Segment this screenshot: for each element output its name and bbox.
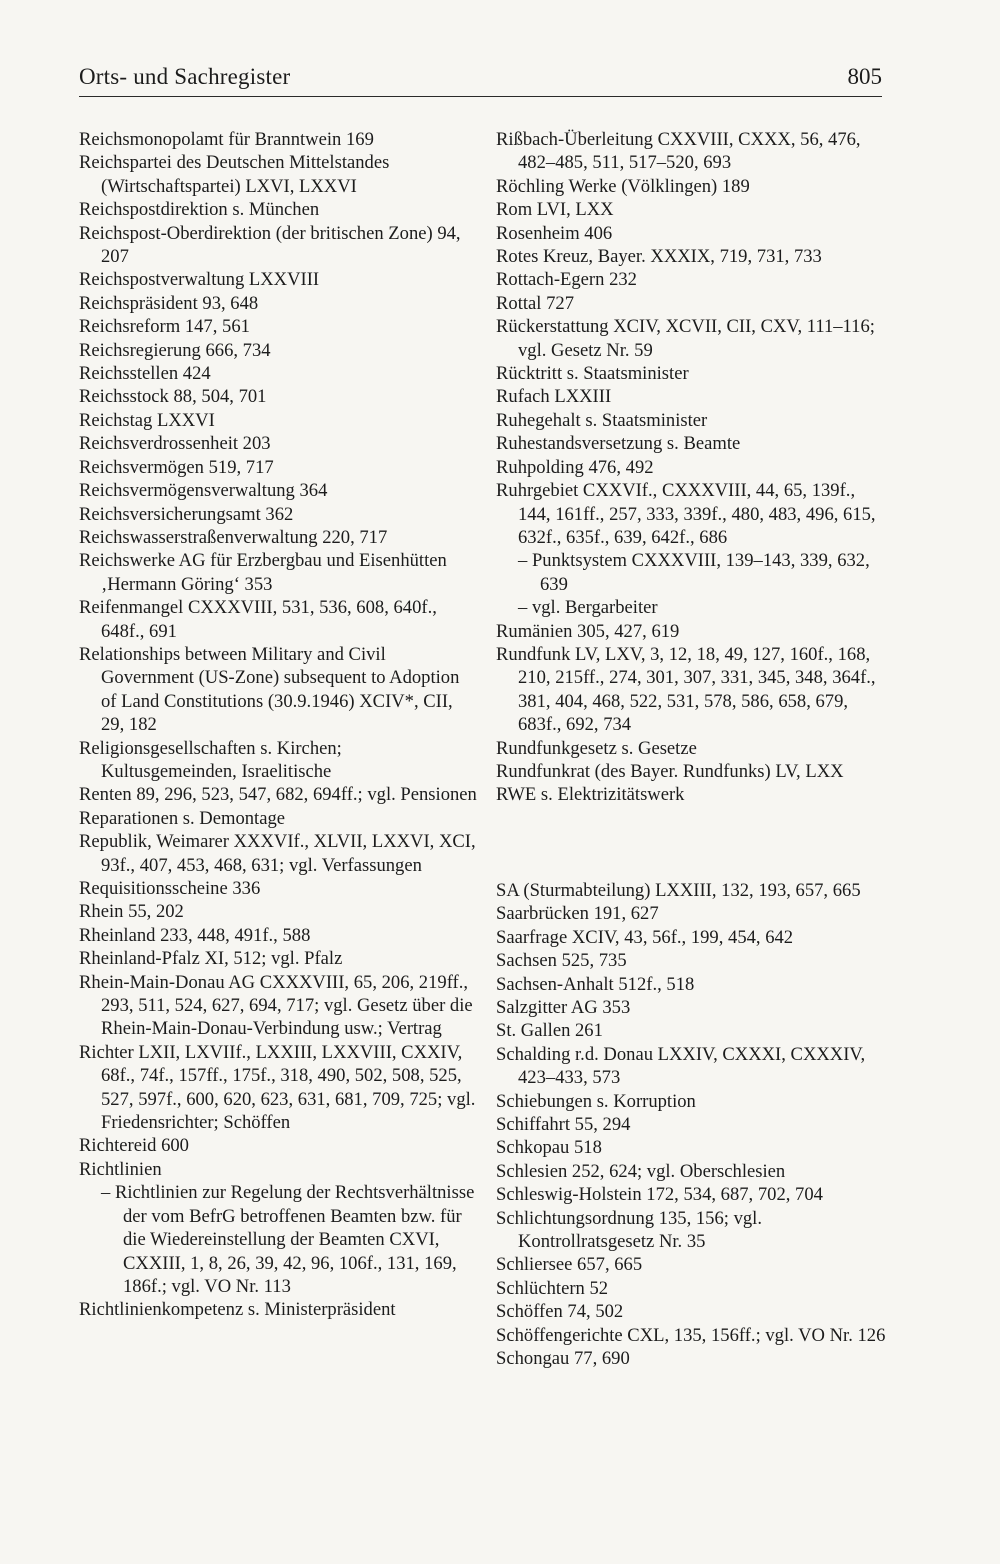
index-entry: Reichsstellen 424: [79, 363, 211, 385]
running-head: [79, 62, 882, 97]
index-entry: Schöffen 74, 502: [496, 1301, 624, 1323]
index-entry: Reichsvermögensverwaltung 364: [79, 480, 328, 502]
index-entry: Ruhestandsversetzung s. Beamte: [496, 433, 741, 455]
index-column-left: [79, 128, 479, 1322]
page-title: Orts- und Sachregister: [79, 64, 291, 89]
index-entry: Reichsmonopolamt für Branntwein 169: [79, 129, 374, 150]
index-entry: – Punktsystem CXXXVIII, 139–143, 339, 632, 639: [518, 550, 870, 595]
index-entry: Rißbach-Überleitung CXXVIII, CXXX, 56, 476, 482–485, 511, 517–520, 693: [496, 129, 861, 174]
index-entry: Schliersee 657, 665: [496, 1254, 643, 1276]
index-entry: Salzgitter AG 353: [496, 997, 631, 1018]
index-entry: – vgl. Bergarbeiter: [518, 597, 658, 619]
index-entry: Reparationen s. Demontage: [79, 807, 286, 829]
index-entry: Röchling Werke (Völklingen) 189: [496, 175, 750, 197]
index-entry: Richter LXII, LXVIIf., LXXIII, LXXVIII, CXXIV, 68f., 74f., 157ff., 175f., 318, 490, 502, 508, 525, 527, 597f., 600, 620, 623, 631, 681, 709, 725; vgl. Friedensrichter; Schöffen: [79, 1041, 476, 1134]
index-entry: Schlichtungsordnung 135, 156; vgl. Kontrollratsgesetz Nr. 35: [496, 1207, 762, 1253]
index-entry: Rückerstattung XCIV, XCVII, CII, CXV, 111–116; vgl. Gesetz Nr. 59: [496, 316, 875, 361]
index-entry: Reichsversicherungsamt 362: [79, 503, 294, 525]
index-entry: Richtereid 600: [79, 1135, 189, 1157]
index-entry: Rundfunkgesetz s. Gesetze: [496, 737, 697, 759]
index-entry: Reichspartei des Deutschen Mittelstandes (Wirtschaftspartei) LXVI, LXXVI: [79, 152, 390, 197]
index-entry: Schalding r.d. Donau LXXIV, CXXXI, CXXXIV, 423–433, 573: [496, 1043, 866, 1089]
index-entry: Reichswerke AG für Erzbergbau und Eisenhütten ‚Hermann Göring‘ 353: [79, 550, 447, 595]
index-entry: Sachsen-Anhalt 512f., 518: [496, 973, 695, 995]
index-entry: Schöffengerichte CXL, 135, 156ff.; vgl. VO Nr. 126: [496, 1324, 886, 1346]
index-entry: Ruhegehalt s. Staatsminister: [496, 409, 708, 431]
index-entry: Schiebungen s. Korruption: [496, 1090, 696, 1112]
index-entry: Richtlinien: [79, 1158, 162, 1180]
index-entry: Schlesien 252, 624; vgl. Oberschlesien: [496, 1160, 786, 1182]
index-entry: Reichstag LXXVI: [79, 409, 215, 431]
index-entry: Rhein-Main-Donau AG CXXXVIII, 65, 206, 219ff., 293, 511, 524, 627, 694, 717; vgl. Gesetz über die Rhein-Main-Donau-Verbindung usw.; Vertrag: [79, 971, 473, 1040]
index-entry: RWE s. Elektrizitätswerk: [496, 784, 685, 806]
index-entry: Rosenheim 406: [496, 222, 613, 244]
page-number: 805: [847, 64, 882, 89]
index-entry: Rufach LXXIII: [496, 386, 612, 408]
index-entry: Schkopau 518: [496, 1137, 602, 1159]
index-entry: Rundfunk LV, LXV, 3, 12, 18, 49, 127, 160f., 168, 210, 215ff., 274, 301, 307, 331, 345, 348, 364f., 381, 404, 468, 522, 531, 578, 586, 658, 679, 683f., 692, 734: [496, 643, 876, 736]
index-entry: Reichsreform 147, 561: [79, 316, 250, 338]
index-entry: Schiffahrt 55, 294: [496, 1114, 631, 1136]
index-entry: Rücktritt s. Staatsminister: [496, 363, 689, 385]
index-entry: Schongau 77, 690: [496, 1348, 630, 1370]
index-entry: Saarfrage XCIV, 43, 56f., 199, 454, 642: [496, 926, 794, 948]
index-entry: St. Gallen 261: [496, 1020, 603, 1042]
index-entry: Reichswasserstraßenverwaltung 220, 717: [79, 526, 388, 548]
index-entry: Reichsregierung 666, 734: [79, 339, 271, 361]
index-entry: Renten 89, 296, 523, 547, 682, 694ff.; vgl. Pensionen: [79, 784, 477, 806]
index-entry: Religionsgesellschaften s. Kirchen; Kultusgemeinden, Israelitische: [79, 737, 342, 782]
section-gap: [496, 825, 886, 860]
index-entry: Rottal 727: [496, 292, 574, 314]
index-entry: Rottach-Egern 232: [496, 269, 637, 291]
index-entry: Rheinland-Pfalz XI, 512; vgl. Pfalz: [79, 948, 343, 970]
index-entry: – Richtlinien zur Regelung der Rechtsverhältnisse der vom BefrG betroffenen Beamten bzw. für die Wiedereinstellung der Beamten CXVI, CXXIII, 1, 8, 26, 39, 42, 96, 106f., 131, 169, 186f.; vgl. VO Nr. 113: [101, 1182, 475, 1297]
index-entry: Reichsverdrossenheit 203: [79, 433, 271, 455]
index-entry: SA (Sturmabteilung) LXXIII, 132, 193, 657, 665: [496, 879, 861, 901]
index-entry: Rundfunkrat (des Bayer. Rundfunks) LV, LXX: [496, 760, 844, 782]
index-entry: Schleswig-Holstein 172, 534, 687, 702, 704: [496, 1184, 823, 1206]
index-entry: Relationships between Military and Civil Government (US-Zone) subsequent to Adoption of Land Constitutions (30.9.1946) XCIV*, CII, 29, 182: [79, 643, 460, 736]
index-entry: Rhein 55, 202: [79, 901, 184, 923]
index-entry: Requisitionsscheine 336: [79, 878, 261, 899]
index-entry: Republik, Weimarer XXXVIf., XLVII, LXXVI, XCI, 93f., 407, 453, 468, 631; vgl. Verfassungen: [79, 831, 476, 876]
index-entry: Rumänien 305, 427, 619: [496, 620, 680, 642]
index-entry: Schlüchtern 52: [496, 1277, 609, 1299]
index-entry: Richtlinienkompetenz s. Ministerpräsident: [79, 1299, 396, 1321]
index-entry: Reichsstock 88, 504, 701: [79, 386, 267, 408]
index-entry: Reichspostverwaltung LXXVIII: [79, 269, 320, 291]
index-entry: Rom LVI, LXX: [496, 199, 614, 221]
index-entry: Rheinland 233, 448, 491f., 588: [79, 924, 311, 946]
index-column-right: [496, 128, 886, 1371]
index-entry: Reichspräsident 93, 648: [79, 292, 259, 314]
index-entry: Reichspostdirektion s. München: [79, 199, 320, 221]
index-entry: Rotes Kreuz, Bayer. XXXIX, 719, 731, 733: [496, 246, 822, 268]
index-entry: Reifenmangel CXXXVIII, 531, 536, 608, 640f., 648f., 691: [79, 597, 437, 642]
index-entry: Reichsvermögen 519, 717: [79, 456, 274, 478]
index-entry: Saarbrücken 191, 627: [496, 903, 659, 925]
index-entry: Ruhpolding 476, 492: [496, 456, 654, 478]
index-entry: Reichspost-Oberdirektion (der britischen Zone) 94, 207: [79, 222, 461, 268]
index-entry: Ruhrgebiet CXXVIf., CXXXVIII, 44, 65, 139f., 144, 161ff., 257, 333, 339f., 480, 483, 496, 615, 632f., 635f., 639, 642f., 686: [496, 480, 876, 548]
index-entry: Sachsen 525, 735: [496, 950, 627, 972]
